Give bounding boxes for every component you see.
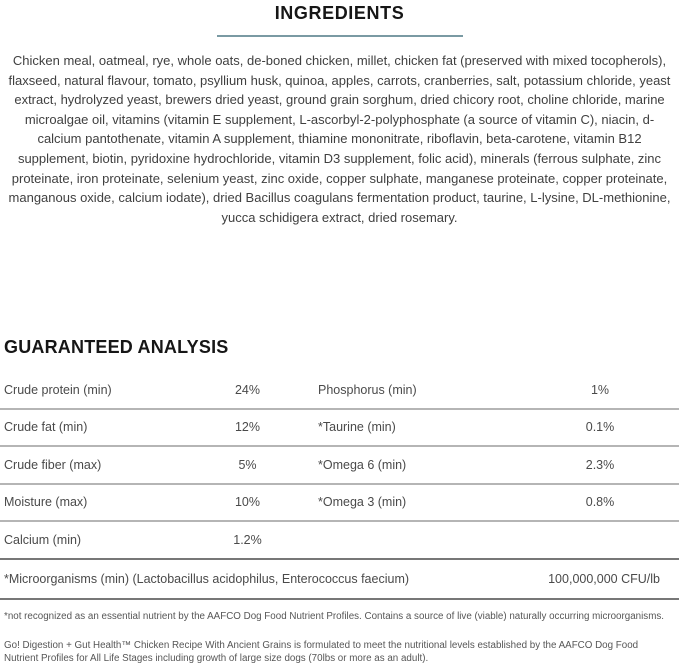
- analysis-value: 0.1%: [585, 420, 615, 435]
- analysis-row-crude-protein: [0, 372, 679, 410]
- analysis-row-moisture: [0, 485, 679, 523]
- ingredients-section: [0, 0, 679, 227]
- analysis-label: Moisture (max): [4, 495, 88, 510]
- footnote-formulation-statement: Go! Digestion + Gut Health™ Chicken Recipe With Ancient Grains is formulated to meet the nutritional levels established by the AAFCO Dog Food Nutrient Profiles for All Life Stages including growth of large size dogs (70lbs or more as an adult).: [4, 639, 639, 664]
- analysis-value: 5%: [238, 457, 257, 472]
- analysis-value: 100,000,000 CFU/lb: [548, 571, 660, 586]
- analysis-label: *Omega 6 (min): [318, 457, 407, 472]
- ingredients-text: Chicken meal, oatmeal, rye, whole oats, de-boned chicken, millet, chicken fat (preserved with mixed tocopherols), flaxseed, natural flavour, tomato, psyllium husk, quinoa, apples, carrots, cranberries, salt, potassium chloride, yeast extract, hydrolyzed yeast, brewers dried yeast, ground grain sorghum, dried chicory root, choline chloride, marine microalgae oil, vitamins (vitamin E supplement, L-ascorbyl-2-polyphosphate (a source of vitamin C), niacin, d-calcium pantothenate, vitamin A supplement, thiamine mononitrate, riboflavin, beta-carotene, vitamin B12 supplement, biotin, pyridoxine hydrochloride, vitamin D3 supplement, folic acid), minerals (ferrous sulphate, zinc proteinate, iron proteinate, selenium yeast, zinc oxide, copper sulphate, manganese proteinate, copper proteinate, manganous oxide, calcium iodate), dried Bacillus coagulans fermentation product, taurine, L-lysine, DL-methionine, yucca schidigera extract, dried rosemary.: [8, 53, 671, 225]
- analysis-row-calcium: [0, 522, 679, 560]
- analysis-label: *Omega 3 (min): [318, 495, 407, 510]
- analysis-label: Crude fiber (max): [4, 457, 102, 472]
- analysis-value: 1.2%: [233, 532, 262, 547]
- analysis-label: *Microorganisms (min) (Lactobacillus acidophilus, Enterococcus faecium): [4, 571, 410, 586]
- guaranteed-analysis-section: [0, 337, 679, 665]
- analysis-value: 1%: [590, 382, 610, 397]
- analysis-label: *Taurine (min): [318, 420, 396, 435]
- analysis-row-microorganisms: [0, 560, 679, 600]
- guaranteed-analysis-table: [0, 372, 679, 600]
- analysis-value: 2.3%: [585, 457, 615, 472]
- analysis-label: Phosphorus (min): [318, 382, 417, 397]
- guaranteed-analysis-title: GUARANTEED ANALYSIS: [4, 337, 229, 357]
- ingredients-title: INGREDIENTS: [274, 3, 405, 23]
- analysis-value: 0.8%: [585, 495, 615, 510]
- analysis-label: Crude fat (min): [4, 420, 88, 435]
- analysis-row-crude-fat: [0, 410, 679, 448]
- footnote-aafco-nutrient: *not recognized as an essential nutrient by the AAFCO Dog Food Nutrient Profiles. Contains a source of live (viable) naturally occurring microorganisms.: [4, 610, 664, 622]
- analysis-row-crude-fiber: [0, 447, 679, 485]
- analysis-label: Calcium (min): [4, 532, 82, 547]
- analysis-value: 10%: [234, 495, 261, 510]
- analysis-label: Crude protein (min): [4, 382, 112, 397]
- analysis-value: 24%: [234, 382, 261, 397]
- accent-divider: [217, 35, 463, 37]
- analysis-value: 12%: [234, 420, 261, 435]
